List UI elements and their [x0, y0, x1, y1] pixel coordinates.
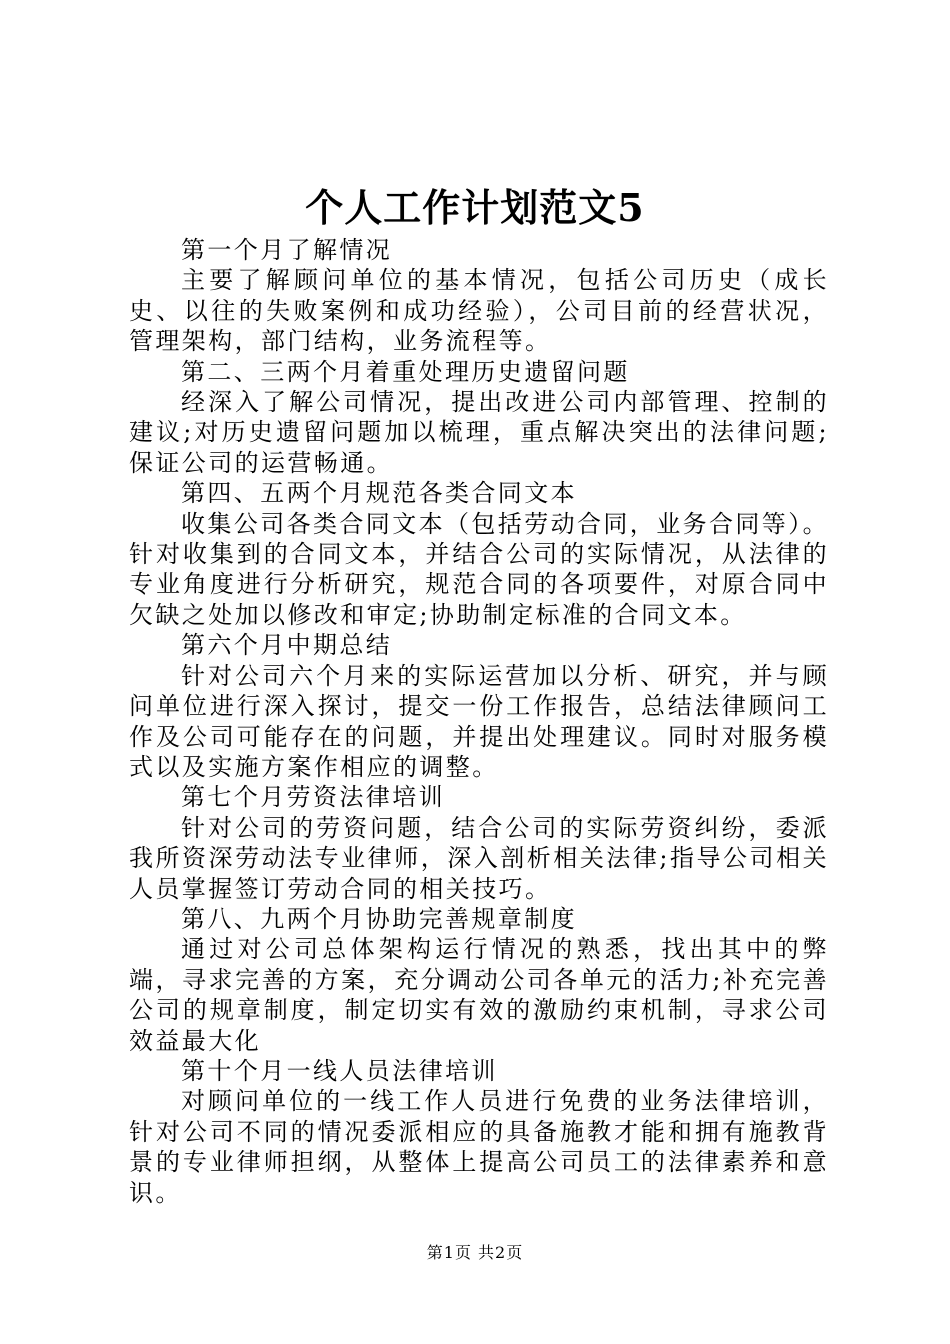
- section-heading: 第八、九两个月协助完善规章制度: [181, 904, 577, 933]
- body-paragraph: 主要了解顾问单位的基本情况，包括公司历史（成长史、以往的失败案例和成功经验），公司目前的经营状况，管理架构，部门结构，业务流程等。: [129, 266, 829, 356]
- document-title: 个人工作计划范文5: [305, 185, 645, 230]
- body-paragraph: 对顾问单位的一线工作人员进行免费的业务法律培训，针对公司不同的情况委派相应的具备施教才能和拥有施教背景的专业律师担纲，从整体上提高公司员工的法律素养和意识。: [129, 1087, 829, 1207]
- body-paragraph: 针对公司六个月来的实际运营加以分析、研究，并与顾问单位进行深入探讨，提交一份工作报告，总结法律顾问工作及公司可能存在的问题，并提出处理建议。同时对服务模式以及实施方案作相应的调整。: [129, 661, 829, 781]
- body-paragraph: 经深入了解公司情况，提出改进公司内部管理、控制的建议;对历史遗留问题加以梳理，重点解决突出的法律问题;保证公司的运营畅通。: [129, 388, 829, 477]
- section-heading: 第七个月劳资法律培训: [181, 783, 445, 812]
- page-footer: 第1页 共2页: [426, 1243, 524, 1262]
- body-paragraph: 通过对公司总体架构运行情况的熟悉，找出其中的弊端，寻求完善的方案，充分调动公司各单元的活力;补充完善公司的规章制度，制定切实有效的激励约束机制，寻求公司效益最大化: [129, 935, 829, 1055]
- section-heading: 第六个月中期总结: [181, 631, 393, 660]
- section-heading: 第一个月了解情况: [181, 236, 393, 264]
- section-heading: 第二、三两个月着重处理历史遗留问题: [181, 357, 630, 386]
- body-paragraph: 针对公司的劳资问题，结合公司的实际劳资纠纷，委派我所资深劳动法专业律师，深入剖析相关法律;指导公司相关人员掌握签订劳动合同的相关技巧。: [129, 813, 829, 903]
- body-paragraph: 收集公司各类合同文本（包括劳动合同，业务合同等）。针对收集到的合同文本，并结合公司的实际情况，从法律的专业角度进行分析研究，规范合同的各项要件，对原合同中欠缺之处加以修改和审定;协助制定标准的合同文本。: [129, 509, 829, 629]
- section-heading: 第十个月一线人员法律培训: [181, 1056, 498, 1085]
- document-body: [129, 235, 829, 1208]
- section-heading: 第四、五两个月规范各类合同文本: [181, 479, 577, 508]
